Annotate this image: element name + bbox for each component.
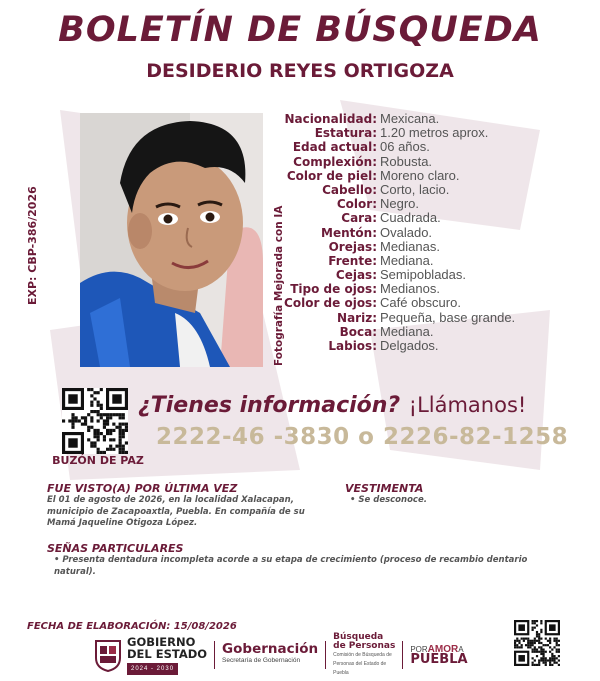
features-item: • Presenta dentadura incompleta acorde a su etapa de crecimiento (proceso de recambio dentario natural). [54, 555, 528, 577]
detail-key: Mentón: [321, 225, 377, 240]
detail-row [270, 211, 590, 225]
buzon-de-paz-label: BUZÓN DE PAZ [52, 454, 144, 467]
busqueda-line2: de Personas [333, 640, 396, 651]
divider [325, 641, 326, 669]
footer-logos [93, 631, 468, 676]
busqueda-logo [333, 633, 395, 678]
photo-caption: Fotografía Mejorada con IA [273, 205, 285, 366]
creation-date: FECHA DE ELABORACIÓN: 15/08/2026 [27, 621, 237, 632]
divider [214, 641, 215, 669]
features-heading: SEÑAS PARTICULARES [47, 542, 184, 555]
detail-value: 06 años. [380, 139, 430, 155]
divider [402, 641, 403, 669]
detail-value: Medianas. [380, 238, 440, 254]
detail-row [270, 311, 590, 325]
info-prompt [138, 393, 526, 418]
poramor-prefix: POR [410, 645, 428, 654]
state-crest-icon [93, 638, 123, 672]
detail-value: Cuadrada. [380, 210, 441, 226]
case-number: EXP: CBP-386/2026 [26, 186, 39, 305]
buzon-qr-code[interactable] [62, 388, 128, 454]
detail-row [270, 126, 590, 140]
detail-value: Delgados. [380, 338, 439, 353]
last-seen-text: El 01 de agosto de 2026, en la localidad Xalacapan, municipio de Zacapoaxtla, Puebla. En compañía de su Mamá Jaqueline Otigoza López. [47, 495, 305, 528]
detail-key: Estatura: [314, 126, 377, 141]
gob-line1: GOBIERNO [127, 634, 196, 649]
detail-key: Cara: [341, 211, 377, 226]
detail-row [270, 282, 590, 296]
detail-value: 1.20 metros aprox. [380, 125, 489, 141]
detail-value: Mexicana. [380, 111, 440, 126]
puebla-text: PUEBLA [410, 652, 468, 667]
detail-value: Pequeña, base grande. [380, 309, 516, 325]
detail-key: Cejas: [335, 268, 377, 283]
gobierno-logo [127, 636, 207, 675]
footer-qr-code[interactable] [514, 620, 560, 666]
detail-value: Corto, lacio. [380, 181, 450, 197]
gobernacion-sub: Secretaría de Gobernación [222, 657, 301, 664]
detail-row [270, 240, 590, 254]
clothing-item: • Se desconoce. [350, 495, 427, 505]
busqueda-line1: Búsqueda [333, 631, 384, 642]
detail-key: Edad actual: [292, 140, 377, 155]
detail-value: Robusta. [380, 153, 433, 169]
detail-row [270, 197, 590, 211]
person-photo [80, 113, 263, 367]
detail-row [270, 268, 590, 282]
detail-value: Negro. [380, 196, 420, 212]
contact-phones[interactable]: 2222-46 -3830 o 2226-82-1258 [156, 424, 569, 450]
detail-row [270, 254, 590, 268]
gobernacion-logo [222, 643, 318, 667]
detail-row [270, 296, 590, 310]
detail-value: Medianos. [380, 281, 440, 297]
detail-row [270, 325, 590, 339]
gob-years: 2024 - 2030 [127, 663, 178, 675]
detail-key: Color de piel: [286, 168, 377, 183]
detail-row [270, 140, 590, 154]
detail-value: Moreno claro. [380, 167, 460, 183]
detail-value: Semipobladas. [380, 267, 466, 283]
detail-key: Complexión: [293, 154, 377, 169]
gobernacion-title: Gobernación [222, 641, 319, 657]
poramor-logo [410, 645, 467, 665]
missing-person-name: DESIDERIO REYES ORTIGOZA [146, 60, 454, 82]
detail-key: Orejas: [328, 239, 377, 254]
last-seen-heading: FUE VISTO(A) POR ÚLTIMA VEZ [47, 482, 238, 495]
info-question: ¿Tienes información? [138, 393, 401, 418]
detail-key: Frente: [328, 253, 377, 268]
detail-value: Ovalado. [380, 224, 433, 240]
call-us: ¡Llámanos! [408, 393, 527, 417]
detail-row [270, 112, 590, 126]
detail-key: Nacionalidad: [284, 112, 377, 126]
detail-row [270, 226, 590, 240]
detail-key: Color de ojos: [284, 296, 377, 311]
detail-value: Café obscuro. [380, 295, 461, 311]
detail-key: Tipo de ojos: [290, 282, 377, 297]
detail-key: Nariz: [337, 310, 377, 325]
detail-key: Cabello: [322, 182, 377, 197]
detail-key: Labios: [328, 339, 377, 353]
detail-row [270, 169, 590, 183]
detail-row [270, 183, 590, 197]
clothing-heading: VESTIMENTA [345, 482, 424, 495]
detail-row [270, 339, 590, 353]
bulletin-title: BOLETÍN DE BÚSQUEDA [58, 10, 542, 50]
detail-key: Color: [336, 197, 377, 212]
physical-details [270, 112, 590, 353]
poramor-a: A [458, 645, 464, 654]
busqueda-sub: Comisión de Búsqueda de Personas del Estado de Puebla [333, 651, 392, 676]
detail-value: Mediana. [380, 323, 434, 339]
detail-row [270, 155, 590, 169]
detail-key: Boca: [339, 324, 377, 339]
gob-line2: DEL ESTADO [127, 646, 208, 661]
poramor-amor: AMOR [427, 644, 459, 655]
detail-value: Mediana. [380, 252, 434, 268]
